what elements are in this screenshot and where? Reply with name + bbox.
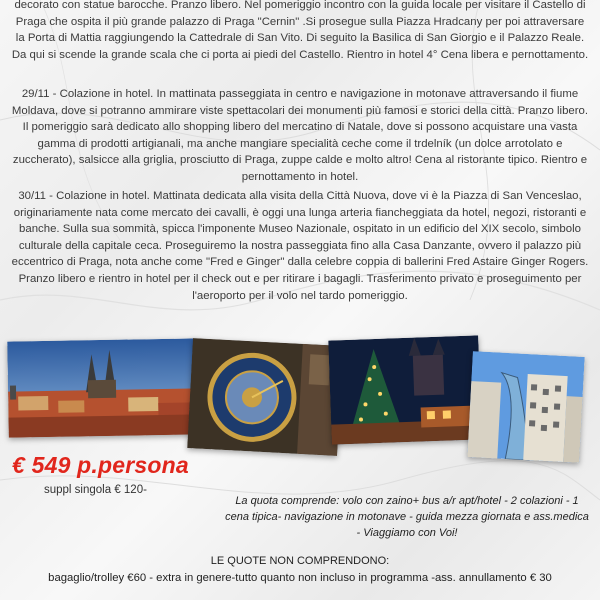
photo-christmas-market: [328, 335, 482, 444]
itinerary-paragraph-29-11: 29/11 - Colazione in hotel. In mattinata passeggiata in centro e navigazione in motonave attraversando il fiume Moldava, dove si potranno ammirare viste spettacolari dei monumenti più famosi e storici della città. Pranzo libero. Il pomeriggio sarà dedicato allo shopping libero del mercatino di Natale, dove si possono acquistare una vasta gamma di prodotti artigianali, ma anche mangiare specialità ceche come il trdelník (un dolce arrotolato e zuccherato), salsicce alla griglia, prosciutto di Praga, zuppe calde e molto altro! Cena al ristorante tipico. Rientro e pernottamento in hotel.: [11, 88, 589, 183]
itinerary-paragraph-30-11: 30/11 - Colazione in hotel. Mattinata dedicata alla visita della Città Nuova, dove vi è la Piazza di San Venceslao, originariamente nata come mercato dei cavalli, è oggi una lunga arteria fiancheggiata da hotel, negozi, ristoranti e banche. Sulla sua sommità, spicca l'imponente Museo Nazionale, ospitato in un edificio del XIX secolo, simbolo culturale della capitale ceca. Proseguiremo la nostra passeggiata fino alla Casa Danzante, ovvero il palazzo più eccentrico di Praga, nota anche come "Fred e Ginger" dalla celebre coppia di ballerini Fred Astaire Ginger Rogers. Pranzo libero e rientro in hotel per il check out e per ritirare i bagagli. Trasferimento privato e proseguimento per l'aeroporto per il volo nel tardo pomeriggio.: [11, 190, 589, 302]
not-included-title: LE QUOTE NON COMPRENDONO:: [210, 555, 390, 567]
quota-includes: La quota comprende: volo con zaino+ bus a/r apt/hotel - 2 colazioni - 1 cena tipica- navigazione in motonave - guida mezza giornata e ass.medica - Viaggiamo con Voi!: [225, 495, 589, 539]
single-supplement: suppl singola € 120-: [44, 484, 147, 496]
photo-collage: [0, 328, 600, 448]
photo-prague-panorama: [7, 338, 199, 437]
itinerary-paragraph-1: decorato con statue barocche. Pranzo libero. Nel pomeriggio incontro con la guida locale per visitare il Castello di Praga che ospita il più grande palazzo di Praga "Cernin" .Si prosegue sulla Piazza Hradcany per poi attraversare la Porta di Mattia raggiungendo la Cattedrale di San Vito. Di seguito la Basilica di San Giorgio e il Palazzo Reale. Da qui si scende la grande scala che ci porta ai piedi del Castello. Rientro in hotel 4° Cena libera e pernottamento.: [11, 0, 589, 61]
photo-dancing-house: [467, 351, 584, 463]
price-per-person: € 549 p.persona: [12, 452, 189, 478]
photo-astronomical-clock: [187, 338, 343, 456]
not-included-text: bagaglio/trolley €60 - extra in genere-tutto quanto non incluso in programma -ass. annullamento € 30: [48, 572, 552, 584]
